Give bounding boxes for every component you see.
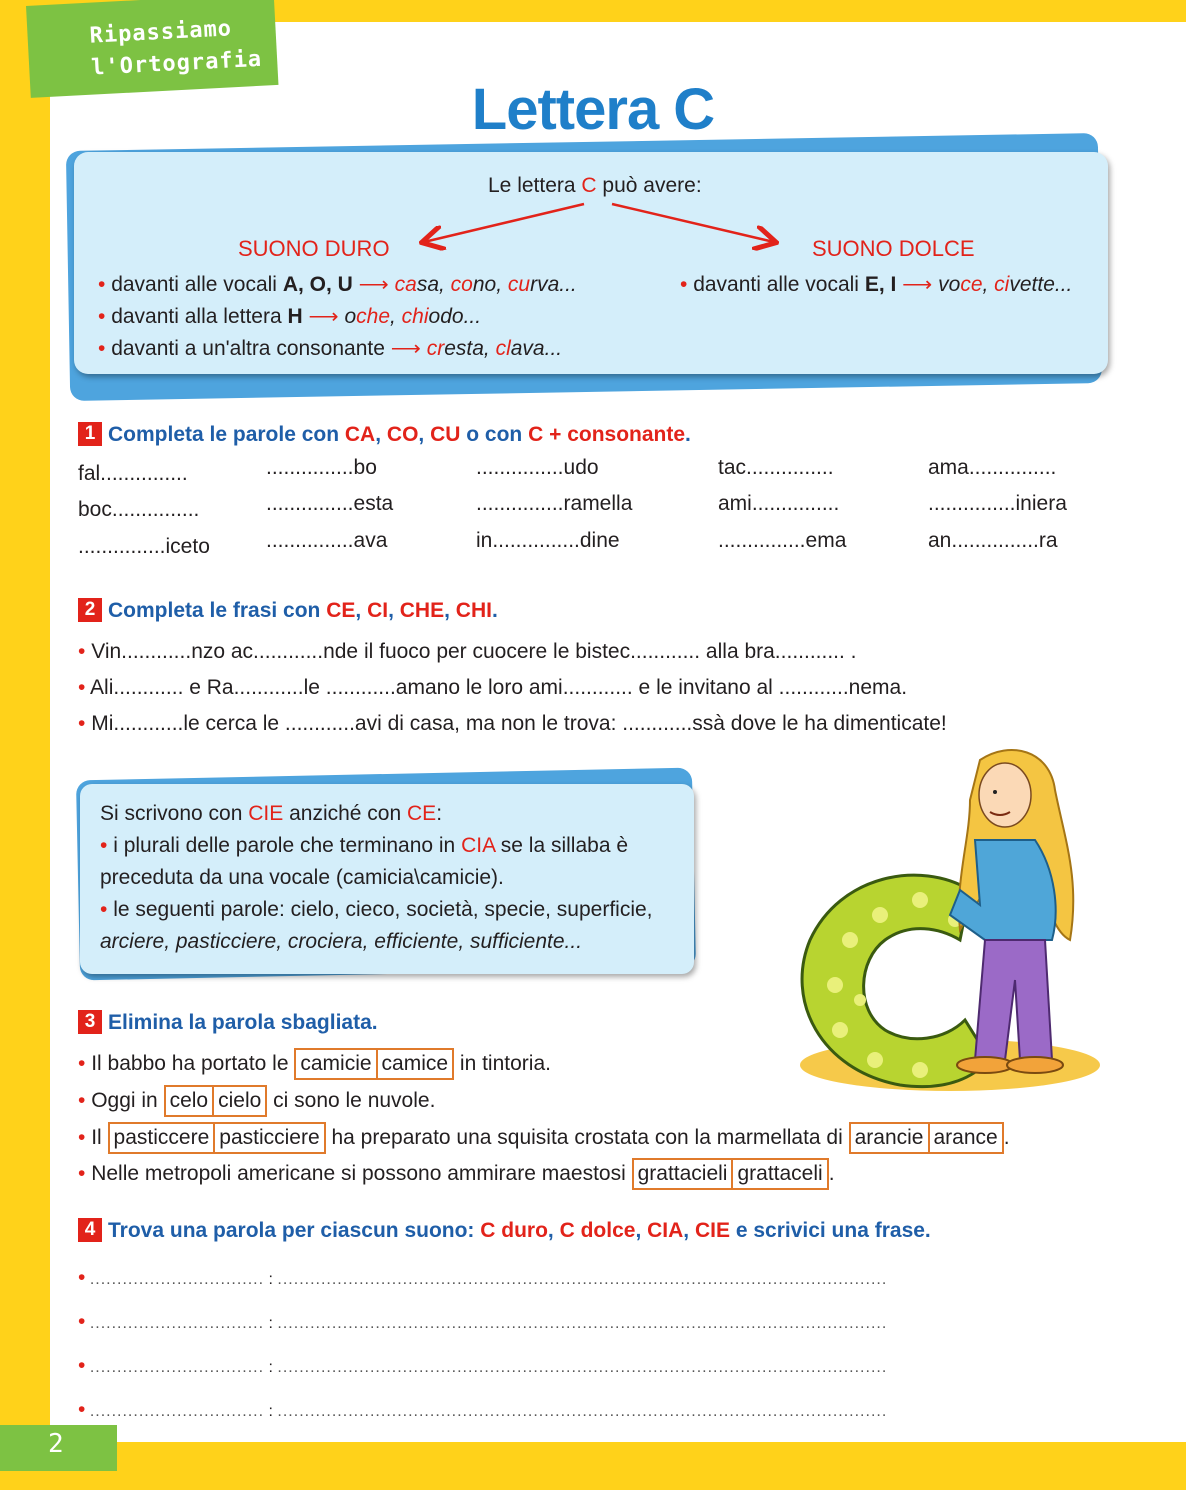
ex1-cell[interactable]: ama............... [928,456,1057,479]
soft-rule: • davanti alle vocali E, I ⟶ voce, civette... [680,273,1073,296]
ex1-cell[interactable]: ...............udo [476,456,599,479]
ex2-sentence[interactable]: • Vin............nzo ac............nde il fuoco per cuocere le bistec............ alla bra............ . [78,640,857,663]
option-box[interactable]: arancie [849,1122,930,1154]
option-box[interactable]: grattacieli [632,1158,734,1190]
option-box[interactable]: grattaceli [733,1158,828,1190]
page-title: Lettera C [471,77,715,142]
rule-intro: Le lettera C può avere: [488,174,702,197]
cie-line-4: • le seguenti parole: cielo, cieco, società, specie, superficie, [100,898,653,921]
bottom-band [0,1442,1186,1490]
option-box[interactable]: pasticciere [215,1122,325,1154]
girl-letter-c-illustration [780,740,1110,1100]
page-number: 2 [0,1425,117,1471]
ex4-heading: 4 Trova una parola per ciascun suono: C duro, C dolce, CIA, CIE e scrivici una frase. [78,1218,931,1243]
ex1-cell[interactable]: ...............ava [266,529,388,552]
ex1-cell[interactable]: in...............dine [476,529,620,552]
ex1-cell[interactable]: ...............bo [266,456,377,479]
ex3-sentence-2: • Oggi in celo cielo ci sono le nuvole. [78,1085,435,1117]
ex1-cell[interactable]: fal............... [78,462,188,485]
ex1-cell[interactable]: ...............ramella [476,492,633,515]
ex1-cell[interactable]: ami............... [718,492,840,515]
ex1-cell[interactable]: ...............esta [266,492,394,515]
hard-rule-3: • davanti a un'altra consonante ⟶ cresta, clava... [98,337,563,360]
ex2-sentence[interactable]: • Mi............le cerca le ............avi di casa, ma non le trova: ............ssà dove le ha dimenticate! [78,712,947,735]
ex1-cell[interactable]: an...............ra [928,529,1058,552]
answer-line[interactable]: • ................................ : ................................................................................................................ [78,1266,888,1289]
tag-line-1: Ripassiamo [89,16,233,49]
ex3-sentence-3: • Il pasticcere pasticciere ha preparato una squisita crostata con la marmellata di arancie arance . [78,1122,1010,1154]
cie-line-3: preceduta da una vocale (camicia\camicie). [100,866,504,889]
hard-sound-title: SUONO DURO [238,236,390,261]
option-box[interactable]: celo [164,1085,215,1117]
ex3-sentence-1: • Il babbo ha portato le camicie camice in tintoria. [78,1048,551,1080]
hard-rule-1: • davanti alle vocali A, O, U ⟶ casa, cono, curva... [98,273,577,296]
option-box[interactable]: camice [378,1048,455,1080]
arrows-icon [410,196,790,256]
cie-line-1: Si scrivono con CIE anziché con CE: [100,802,443,825]
cie-line-2: • i plurali delle parole che terminano in CIA se la sillaba è [100,834,629,857]
soft-sound-title: SUONO DOLCE [812,236,975,261]
option-box[interactable]: camicie [294,1048,377,1080]
answer-line[interactable]: • ................................ : ................................................................................................................ [78,1398,888,1421]
tag-line-2: l'Ortografia [90,46,263,81]
cie-line-5: arciere, pasticciere, crociera, efficiente, sufficiente... [100,930,583,953]
ex1-cell[interactable]: tac............... [718,456,834,479]
ex1-cell[interactable]: boc............... [78,498,200,521]
ex2-sentence[interactable]: • Ali............ e Ra............le ............amano le loro ami............ e le invitano al ............nema. [78,676,908,699]
answer-line[interactable]: • ................................ : ................................................................................................................ [78,1354,888,1377]
ex3-heading: 3 Elimina la parola sbagliata. [78,1010,378,1035]
answer-line[interactable]: • ................................ : ................................................................................................................ [78,1310,888,1333]
ex1-heading: 1 Completa le parole con CA, CO, CU o con C + consonante. [78,422,691,447]
option-box[interactable]: arance [930,1122,1004,1154]
ex1-cell[interactable]: ...............ema [718,529,847,552]
ex2-heading: 2 Completa le frasi con CE, CI, CHE, CHI. [78,598,498,623]
ex1-cell[interactable]: ...............iceto [78,535,210,558]
ex3-sentence-4: • Nelle metropoli americane si possono ammirare maestosi grattacieli grattaceli . [78,1158,835,1190]
option-box[interactable]: pasticcere [108,1122,216,1154]
ex1-cell[interactable]: ...............iniera [928,492,1067,515]
option-box[interactable]: cielo [214,1085,267,1117]
hard-rule-2: • davanti alla lettera H ⟶ oche, chiodo... [98,305,482,328]
